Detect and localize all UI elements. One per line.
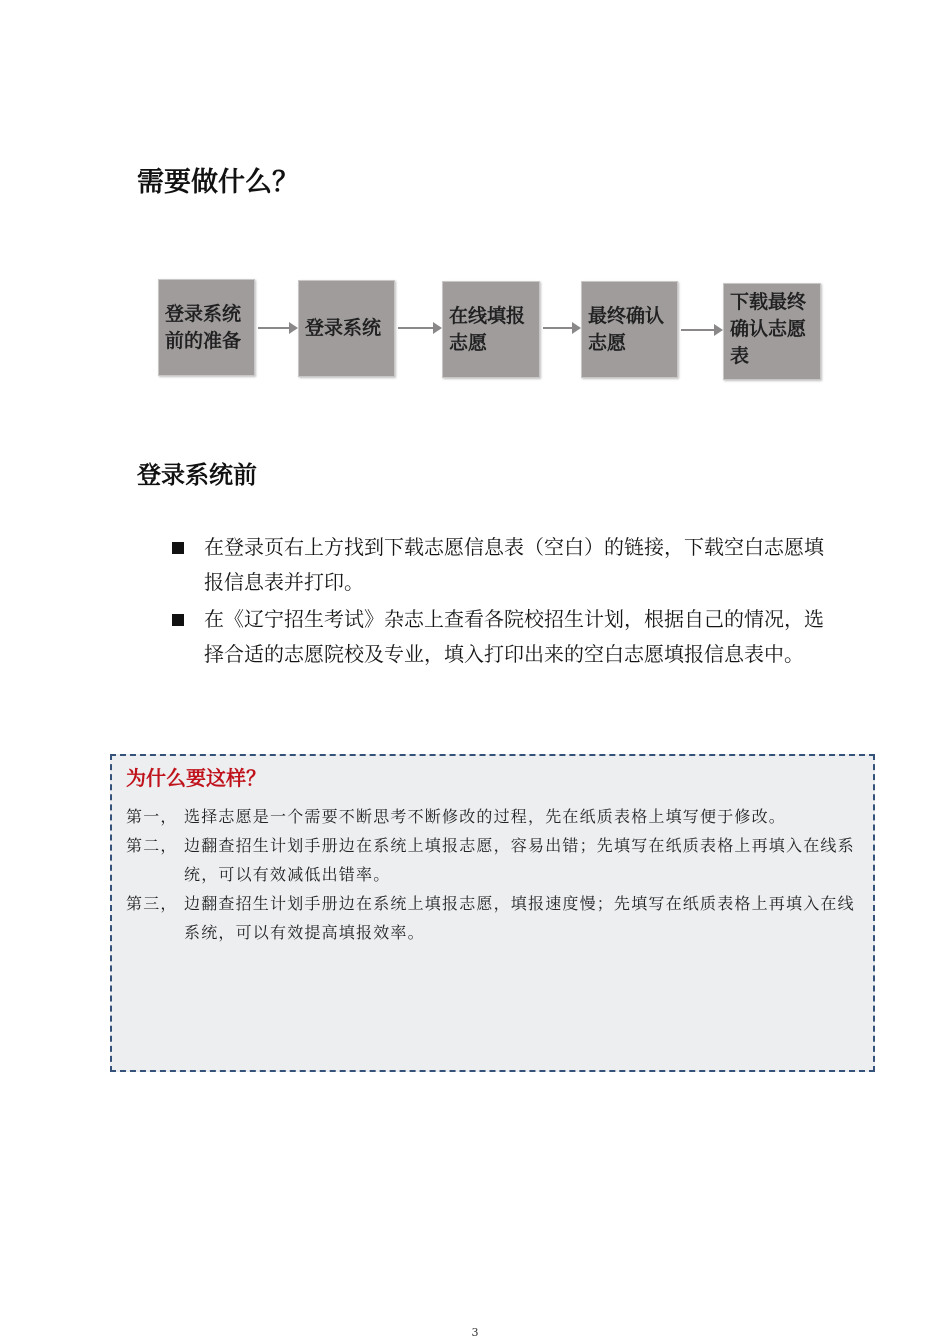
flow-arrow-icon <box>258 322 298 334</box>
why-note-box <box>110 754 875 1072</box>
flow-step-text: 表 <box>730 345 750 367</box>
flow-step-online-fill <box>442 281 540 378</box>
list-item-text: 在登录页右上方找到下载志愿信息表（空白）的链接，下载空白志愿填报信息表并打印。 <box>204 535 824 594</box>
list-item-text: 在《辽宁招生考试》杂志上查看各院校招生计划，根据自己的情况，选择合适的志愿院校及专业，填入打印出来的空白志愿填报信息表中。 <box>204 607 824 666</box>
instruction-list <box>168 530 828 674</box>
list-item <box>126 802 866 831</box>
flow-step-text: 在线填报 <box>449 304 526 327</box>
flow-step-text: 登录系统 <box>305 317 382 339</box>
reason-text: 边翻查招生计划手册边在系统上填报志愿，填报速度慢；先填写在纸质表格上再填入在线系统，可以有效提高填报效率。 <box>184 894 855 942</box>
list-item <box>126 889 866 947</box>
list-item <box>126 831 866 889</box>
flow-step-text: 下载最终 <box>730 291 807 313</box>
reason-label: 第一， <box>126 807 178 826</box>
flow-arrow-icon <box>398 322 442 334</box>
flow-step-text: 最终确认 <box>588 304 665 327</box>
flow-step-login <box>298 280 395 377</box>
section-heading-before-login: 登录系统前 <box>137 461 257 489</box>
list-item <box>168 530 828 600</box>
flow-step-prepare <box>158 279 255 376</box>
flow-arrow-icon <box>681 324 723 336</box>
reason-text: 边翻查招生计划手册边在系统上填报志愿，容易出错；先填写在纸质表格上再填入在线系统，可以有效减低出错率。 <box>184 836 855 884</box>
flow-step-download <box>723 283 821 380</box>
section-heading-what-to-do: 需要做什么？ <box>137 167 299 198</box>
flow-step-text: 确认志愿 <box>730 318 807 340</box>
square-bullet-icon <box>172 542 184 554</box>
flow-step-text: 志愿 <box>449 331 488 354</box>
reason-label: 第二， <box>126 836 178 855</box>
reason-text: 选择志愿是一个需要不断思考不断修改的过程，先在纸质表格上填写便于修改。 <box>184 807 787 826</box>
flow-step-text: 志愿 <box>588 331 627 354</box>
flow-arrow-icon <box>543 322 581 334</box>
square-bullet-icon <box>172 614 184 626</box>
flow-step-confirm <box>581 281 678 378</box>
flow-step-text: 登录系统 <box>165 302 242 325</box>
page-number: 3 <box>471 1326 479 1339</box>
list-item <box>168 602 828 672</box>
note-title: 为什么要这样？ <box>126 766 266 790</box>
flow-step-text: 前的准备 <box>165 329 242 352</box>
reason-list <box>126 802 866 947</box>
reason-label: 第三， <box>126 894 178 913</box>
